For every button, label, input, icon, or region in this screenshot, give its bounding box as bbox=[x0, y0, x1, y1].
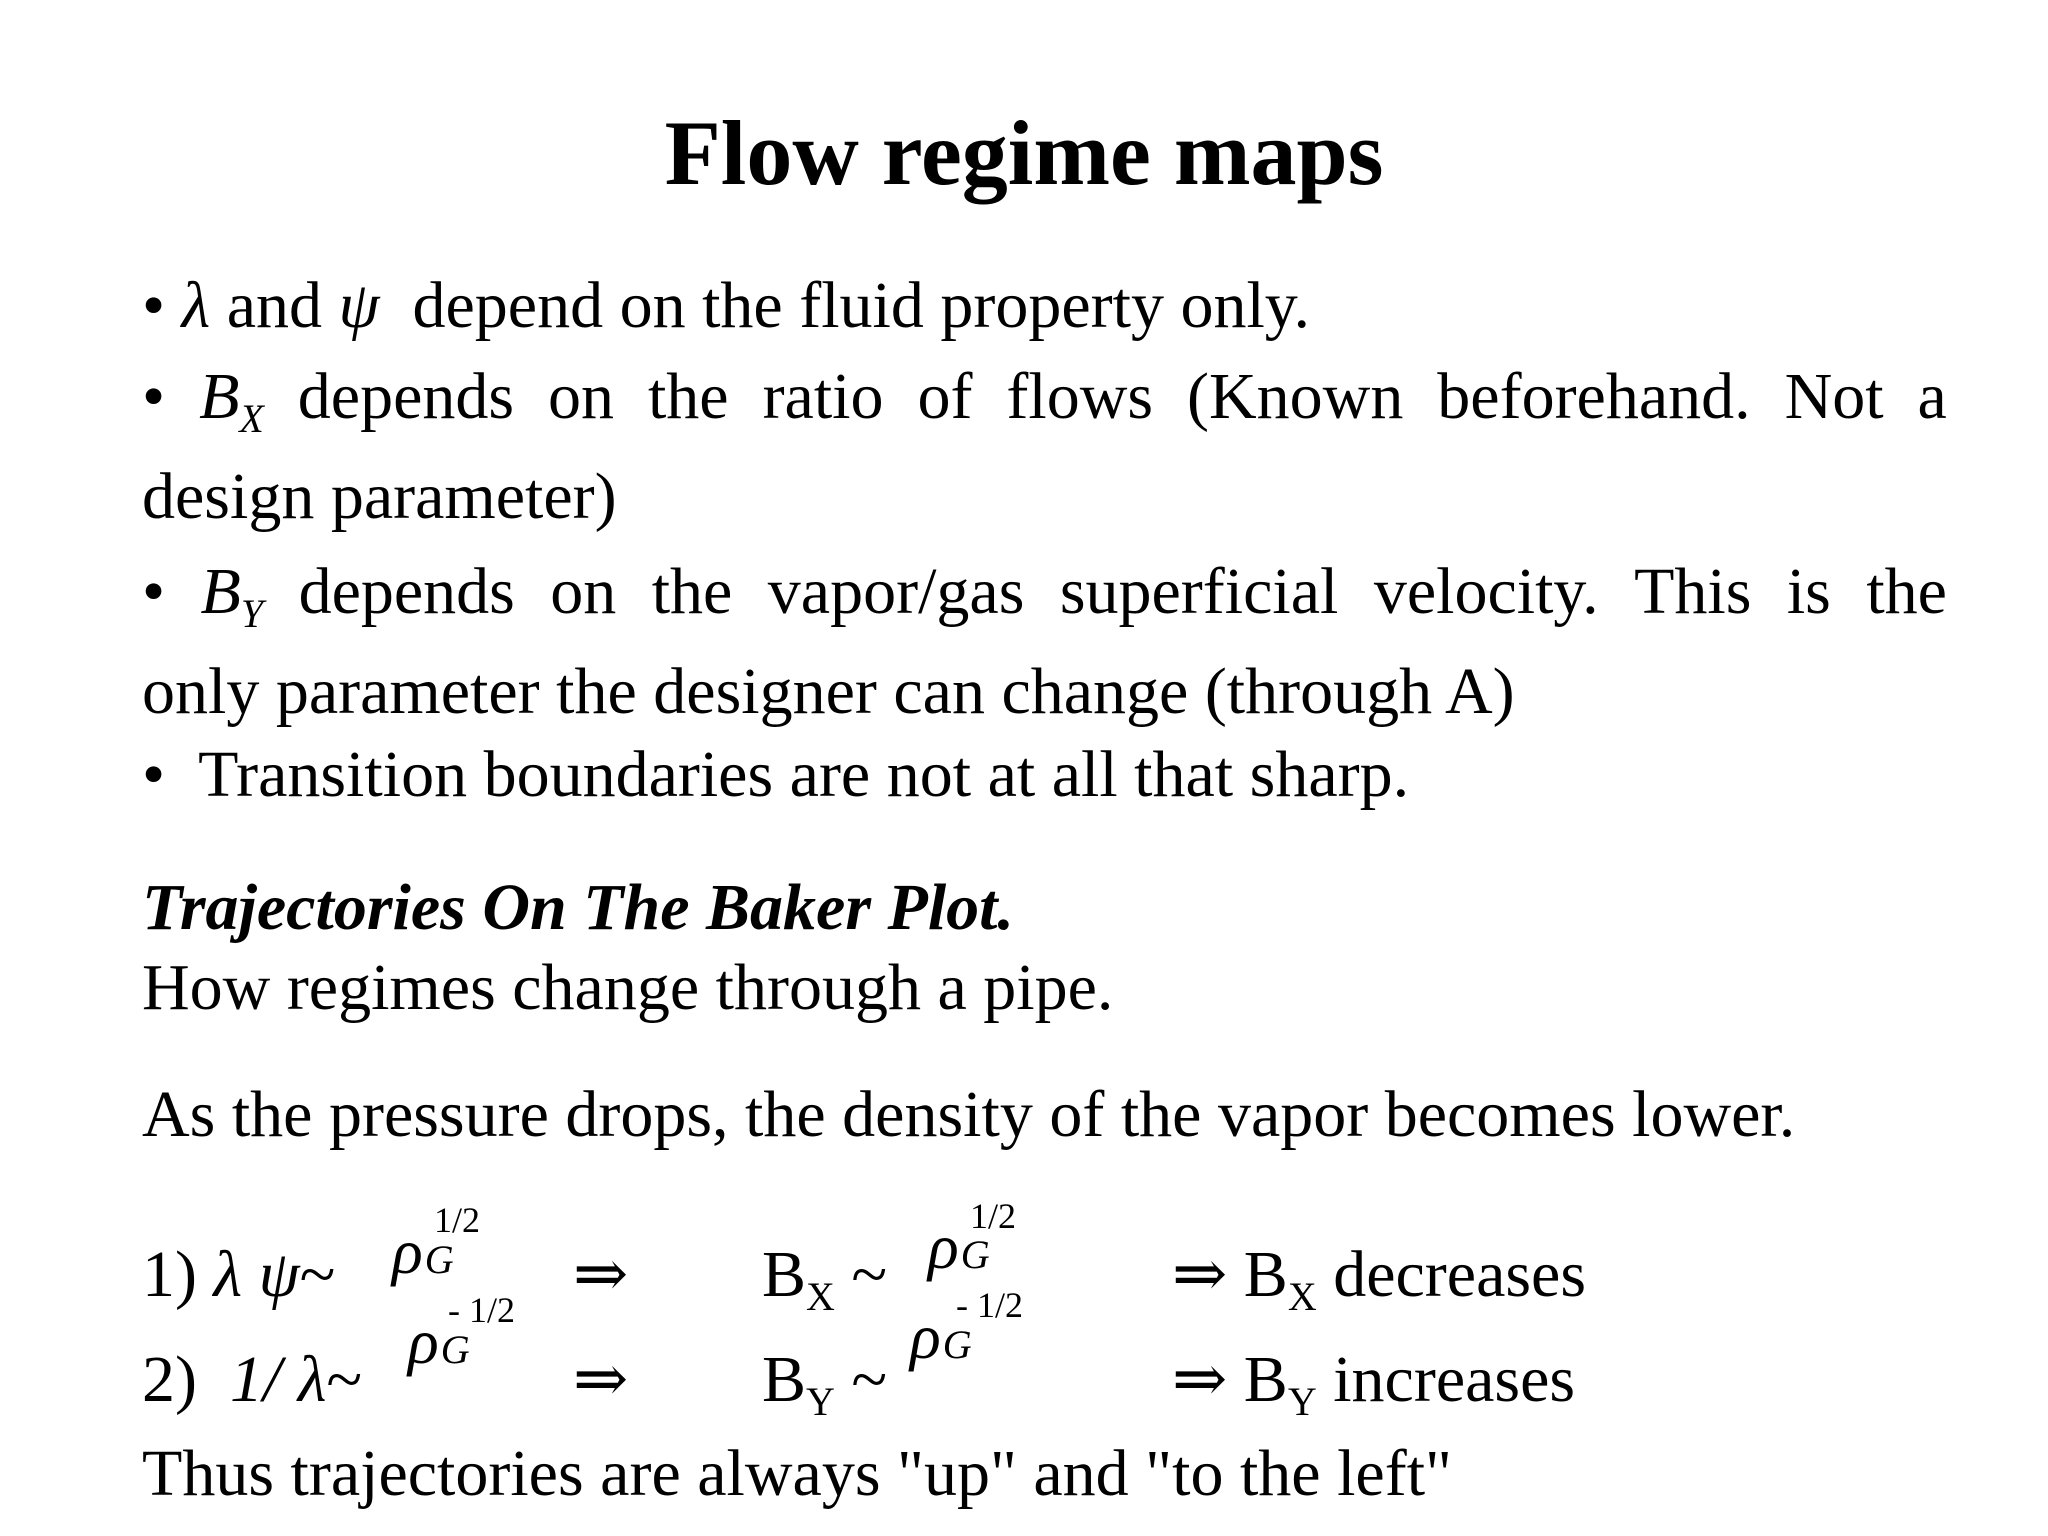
bullet-2-word: flows bbox=[1006, 360, 1154, 433]
bullet-2-word: the bbox=[647, 360, 729, 433]
eq1-tilde-2: ~ bbox=[851, 1238, 888, 1311]
eq1-result-text: decreases bbox=[1333, 1238, 1587, 1311]
bullet-1-and: and bbox=[226, 269, 322, 342]
eq1-power: 1/2 bbox=[434, 1200, 481, 1240]
bullet-marker: • bbox=[142, 269, 166, 342]
slide-title: Flow regime maps bbox=[664, 102, 1384, 204]
bullet-3-word: is bbox=[1786, 555, 1831, 628]
eq2-inv-lambda: 1/ λ bbox=[229, 1343, 327, 1416]
bullet-2 bbox=[142, 357, 1947, 439]
bullet-1-text: depend on the fluid property only. bbox=[412, 269, 1311, 342]
bullet-2-word: beforehand. bbox=[1437, 360, 1751, 433]
bullet-2-word: Not bbox=[1784, 360, 1884, 433]
eq2-rho-g: ρG bbox=[408, 1306, 470, 1377]
bullet-3-continuation: only parameter the designer can change (through A) bbox=[142, 655, 1515, 728]
bullet-marker: • bbox=[142, 360, 166, 433]
bullet-3-word: the bbox=[651, 555, 733, 628]
bullet-marker: • bbox=[142, 738, 166, 811]
eq1-bx: $B_X$ ~ bbox=[762, 1238, 888, 1319]
conclusion: Thus trajectories are always "up" and "to the left" bbox=[142, 1437, 1452, 1510]
section-line-1: How regimes change through a pipe. bbox=[142, 951, 1114, 1024]
bullet-1 bbox=[142, 266, 1310, 346]
eq2-power: - 1/2 bbox=[448, 1290, 515, 1330]
eq1-rhs-power: 1/2 bbox=[970, 1196, 1017, 1236]
bullet-2-word: of bbox=[917, 360, 973, 433]
section-heading: Trajectories On The Baker Plot. bbox=[142, 871, 1014, 944]
bullet-2-word: on bbox=[548, 360, 615, 433]
bullet-3-word: This bbox=[1634, 555, 1752, 628]
lambda-symbol: λ bbox=[181, 269, 211, 342]
eq2-result: ⇒ $B_Y$ increases bbox=[1172, 1343, 1576, 1424]
bullet-4-text: Transition boundaries are not at all that sharp. bbox=[198, 738, 1410, 811]
eq1-rho-g: ρG bbox=[392, 1216, 454, 1287]
bullet-2-word: ratio bbox=[762, 360, 884, 433]
bullet-3-word: depends bbox=[298, 555, 515, 628]
eq1-lhs bbox=[142, 1235, 335, 1315]
bullet-3 bbox=[142, 552, 1947, 634]
bx-symbol: $B_X$ bbox=[199, 360, 264, 441]
eq2-rhs-rho-g: ρG bbox=[910, 1301, 972, 1372]
section-line-2: As the pressure drops, the density of the vapor becomes lower. bbox=[142, 1078, 1796, 1151]
bullet-3-word: on bbox=[550, 555, 617, 628]
eq1-tilde: ~ bbox=[299, 1238, 336, 1311]
bullet-2-word: a bbox=[1917, 360, 1947, 433]
eq2-label: 2) bbox=[142, 1343, 197, 1416]
bullet-3-word: vapor/gas bbox=[767, 555, 1025, 628]
eq2-tilde: ~ bbox=[326, 1343, 363, 1416]
bullet-2-word: depends bbox=[297, 360, 515, 433]
eq2-tilde-2: ~ bbox=[851, 1343, 888, 1416]
eq1-label: 1) bbox=[142, 1238, 197, 1311]
eq1-result: ⇒ $B_X$ decreases bbox=[1172, 1238, 1587, 1319]
eq1-lambda-psi: λ ψ bbox=[213, 1238, 300, 1311]
bullet-marker: • bbox=[142, 555, 166, 628]
bullet-4 bbox=[142, 735, 1409, 815]
bullet-2-word: (Known bbox=[1187, 360, 1404, 433]
eq2-result-text: increases bbox=[1333, 1343, 1576, 1416]
by-symbol: $B_Y$ bbox=[200, 555, 264, 636]
bullet-3-word: superficial bbox=[1059, 555, 1339, 628]
bullet-3-word: the bbox=[1866, 555, 1947, 628]
eq2-by: $B_Y$ ~ bbox=[762, 1343, 888, 1424]
eq1-implies-arrow: ⇒ bbox=[573, 1238, 629, 1311]
eq2-rhs-power: - 1/2 bbox=[956, 1285, 1023, 1325]
bullet-2-continuation: design parameter) bbox=[142, 460, 617, 533]
bullet-3-word: velocity. bbox=[1373, 555, 1599, 628]
psi-symbol: ψ bbox=[338, 269, 380, 342]
eq2-lhs bbox=[142, 1340, 362, 1420]
eq2-implies-arrow: ⇒ bbox=[573, 1343, 629, 1416]
eq1-rhs-rho-g: ρG bbox=[928, 1211, 990, 1282]
